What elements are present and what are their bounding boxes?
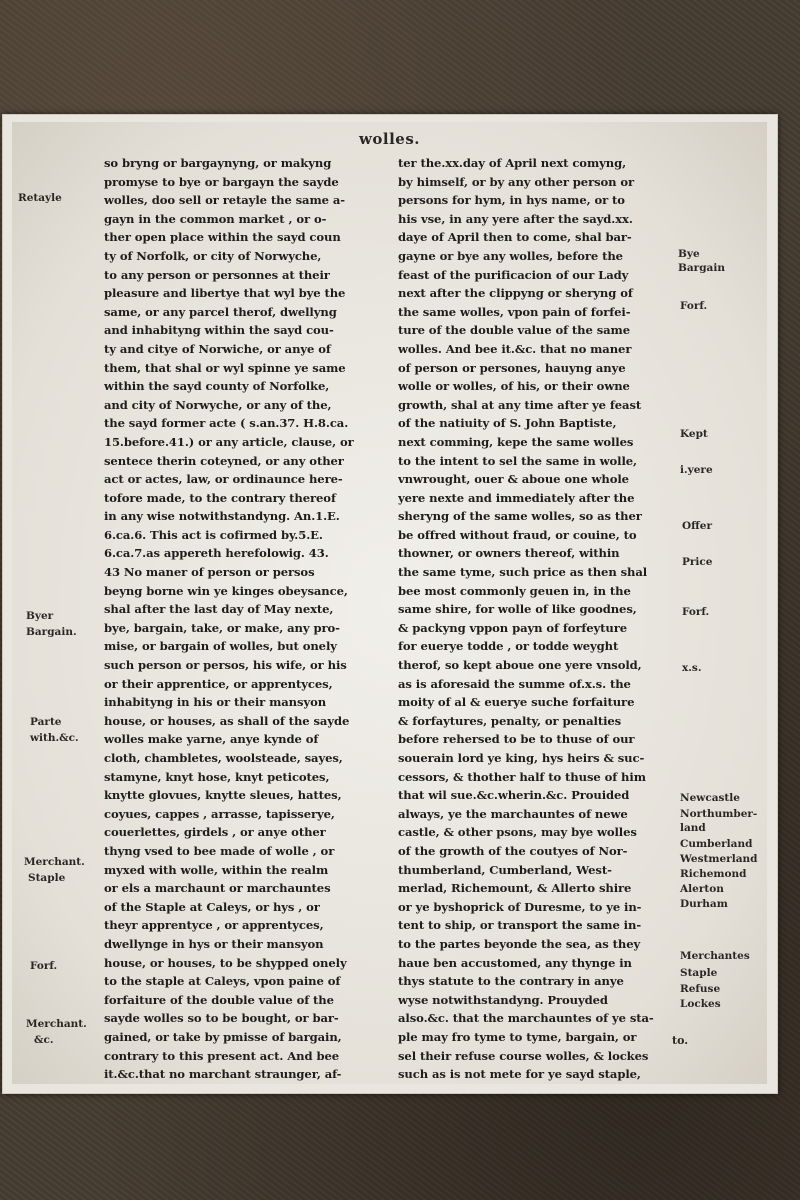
printed-page bbox=[12, 122, 767, 1084]
right-column-line: vnwrought, ouer & aboue one whole bbox=[398, 472, 629, 487]
right-column-line: tent to ship, or transport the same in- bbox=[398, 918, 642, 933]
right-column-line: thowner, or owners thereof, within bbox=[398, 546, 620, 561]
right-column-line: to the partes beyonde the sea, as they bbox=[398, 936, 641, 951]
left-column-line: or their apprentice, or apprentyces, bbox=[104, 676, 333, 691]
margin-note-merchant: Merchant. bbox=[24, 856, 85, 868]
left-column-line: dwellynge in hys or their mansyon bbox=[104, 936, 324, 951]
margin-note-merchant-2: Merchant. bbox=[26, 1018, 87, 1030]
left-column-line: 6.ca.6. This act is cofirmed by.5.E. bbox=[104, 527, 323, 542]
left-column-line: myxed with wolle, within the realm bbox=[104, 862, 329, 877]
left-column-line: thyng vsed to bee made of wolle , or bbox=[104, 843, 335, 858]
left-column-line: same, or any parcel therof, dwellyng bbox=[104, 304, 337, 319]
left-column-line: or els a marchaunt or marchauntes bbox=[104, 881, 331, 896]
right-column-line: moity of al & euerye suche forfaiture bbox=[398, 695, 635, 710]
left-column-line: them, that shal or wyl spinne ye same bbox=[104, 360, 346, 375]
left-column-line: house, or houses, as shall of the sayde bbox=[104, 713, 350, 728]
right-column-line: & forfaytures, penalty, or penalties bbox=[398, 713, 622, 728]
right-column-line: yere nexte and immediately after the bbox=[398, 490, 635, 505]
left-column-line: of the Staple at Caleys, or hys , or bbox=[104, 899, 320, 914]
right-column-line: & packyng vppon payn of forfeyture bbox=[398, 620, 628, 635]
right-column-line: sheryng of the same wolles, so as ther bbox=[398, 509, 642, 524]
margin-note-richemond: Richemond bbox=[680, 868, 747, 880]
right-column-line: the same tyme, such price as then shal bbox=[398, 565, 648, 580]
left-column bbox=[104, 154, 390, 1084]
left-column-line: contrary to this present act. And bee bbox=[104, 1048, 339, 1063]
right-column-line: persons for hym, in hys name, or to bbox=[398, 193, 625, 208]
right-column-line: thys statute to the contrary in anye bbox=[398, 974, 624, 989]
left-column-line: gayn in the common market , or o- bbox=[104, 211, 327, 226]
left-column-line: sentece therin coteyned, or any other bbox=[104, 453, 344, 468]
right-column-line: ple may fro tyme to tyme, bargain, or bbox=[398, 1029, 637, 1044]
left-column-line: in any wise notwithstandyng. An.1.E. bbox=[104, 509, 340, 524]
left-column-line: coyues, cappes , arrasse, tapisserye, bbox=[104, 806, 335, 821]
left-column-line: such person or persos, his wife, or his bbox=[104, 658, 347, 673]
left-column-line: so bryng or bargaynyng, or makyng bbox=[104, 156, 332, 170]
left-column-line: shal after the last day of May nexte, bbox=[104, 602, 334, 617]
margin-note-cumberland: Cumberland bbox=[680, 838, 753, 850]
right-column-line: to the intent to sel the same in wolle, bbox=[398, 453, 637, 468]
right-column-line: ture of the double value of the same bbox=[398, 323, 630, 338]
margin-note-staple-r: Staple bbox=[680, 967, 718, 979]
left-column-line: beyng borne win ye kinges obeysance, bbox=[104, 583, 348, 598]
margin-note-etc: &c. bbox=[34, 1034, 54, 1046]
margin-note-land: land bbox=[680, 822, 706, 834]
right-column-line: of the growth of the coutyes of Nor- bbox=[398, 843, 628, 858]
left-column-line: to any person or personnes at their bbox=[104, 267, 330, 282]
left-column-line: mise, or bargain of wolles, but onely bbox=[104, 639, 337, 654]
margin-note-forf: Forf. bbox=[30, 960, 58, 972]
margin-note-durham: Durham bbox=[680, 898, 728, 910]
left-column-line: act or actes, law, or ordinaunce here- bbox=[104, 472, 343, 487]
left-column-line: ty of Norfolk, or city of Norwyche, bbox=[104, 248, 322, 263]
right-column-line: before rehersed to be to thuse of our bbox=[398, 732, 635, 747]
margin-note-staple: Staple bbox=[28, 872, 66, 884]
left-column-line: stamyne, knyt hose, knyt peticotes, bbox=[104, 769, 330, 784]
margin-note-bargain-r: Bargain bbox=[678, 262, 725, 274]
margin-note-with: with.&c. bbox=[30, 732, 79, 744]
right-column-line: sel their refuse course wolles, & lockes bbox=[398, 1048, 649, 1063]
right-column-line: that wil sue.&c.wherin.&c. Prouided bbox=[398, 788, 630, 803]
margin-note-forf-r: Forf. bbox=[680, 300, 708, 312]
right-column-line: next after the clippyng or sheryng of bbox=[398, 286, 633, 301]
margin-note-yere: i.yere bbox=[680, 464, 713, 476]
right-column-line: same shire, for wolle of like goodnes, bbox=[398, 602, 637, 617]
margin-note-forf-r2: Forf. bbox=[682, 606, 710, 618]
margin-note-newcastle: Newcastle bbox=[680, 792, 740, 804]
margin-note-alerton: Alerton bbox=[680, 883, 724, 895]
left-column-line: forfaiture of the double value of the bbox=[104, 992, 334, 1007]
right-column-line: his vse, in any yere after the sayd.xx. bbox=[398, 211, 633, 226]
right-column-line: be offred without fraud, or couine, to bbox=[398, 527, 637, 542]
right-column-line: by himself, or by any other person or bbox=[398, 174, 635, 189]
left-column-line: the sayd former acte ( s.an.37. H.8.ca. bbox=[104, 416, 349, 431]
right-column-line: the same wolles, vpon pain of forfei- bbox=[398, 304, 631, 319]
left-column-line: cloth, chambletes, woolsteade, sayes, bbox=[104, 751, 343, 765]
right-column-line: feast of the purificacion of our Lady bbox=[398, 267, 629, 282]
right-column-line: or ye byshoprick of Duresme, to ye in- bbox=[398, 899, 642, 914]
right-column-line: cessors, & thother half to thuse of him bbox=[398, 769, 646, 784]
left-column-line: to the staple at Caleys, vpon paine of bbox=[104, 974, 341, 989]
left-column-line: ther open place within the sayd coun bbox=[104, 230, 341, 245]
left-column-line: 15.before.41.) or any article, clause, or bbox=[104, 434, 354, 449]
right-column-line: wolles. And bee it.&c. that no maner bbox=[398, 341, 632, 356]
margin-note-kept: Kept bbox=[680, 428, 708, 440]
left-column-line: tofore made, to the contrary thereof bbox=[104, 490, 336, 505]
left-column-line: promyse to bye or bargayn the sayde bbox=[104, 174, 339, 189]
right-column-line: also.&c. that the marchauntes of ye sta- bbox=[398, 1011, 654, 1026]
right-column-line: wolle or wolles, of his, or their owne bbox=[398, 379, 630, 394]
margin-note-bargain: Bargain. bbox=[26, 626, 77, 638]
right-column-line: castle, & other psons, may bye wolles bbox=[398, 825, 637, 840]
margin-note-northumberland: Northumber- bbox=[680, 808, 758, 820]
right-column-line: such as is not mete for ye sayd staple, bbox=[398, 1067, 641, 1082]
right-column-line: wyse notwithstandyng. Prouyded bbox=[398, 992, 608, 1007]
left-column-line: 43 No maner of person or persos bbox=[104, 565, 315, 580]
right-column-line: therof, so kept aboue one yere vnsold, bbox=[398, 658, 642, 673]
left-column-line: within the sayd county of Norfolke, bbox=[104, 379, 330, 394]
right-column-line: always, ye the marchauntes of newe bbox=[398, 806, 628, 821]
left-column-line: ty and citye of Norwiche, or anye of bbox=[104, 341, 331, 356]
left-column-line: wolles, doo sell or retayle the same a- bbox=[104, 193, 345, 208]
left-column-line: and inhabityng within the sayd cou- bbox=[104, 323, 334, 338]
margin-note-xs: x.s. bbox=[682, 662, 702, 674]
left-column-line: theyr apprentyce , or apprentyces, bbox=[104, 918, 324, 933]
left-column-line: bye, bargain, take, or make, any pro- bbox=[104, 620, 340, 635]
right-column-line: of the natiuity of S. John Baptiste, bbox=[398, 416, 617, 431]
right-column-line: bee most commonly geuen in, in the bbox=[398, 583, 631, 598]
left-column-line: wolles make yarne, anye kynde of bbox=[104, 732, 319, 747]
left-column-line: couerlettes, girdels , or anye other bbox=[104, 825, 326, 840]
left-column-line: gained, or take by pmisse of bargain, bbox=[104, 1029, 342, 1044]
margin-note-lockes: Lockes bbox=[680, 998, 721, 1010]
left-column-line: sayde wolles so to be bought, or bar- bbox=[104, 1011, 339, 1026]
right-column-line: as is aforesaid the summe of.x.s. the bbox=[398, 676, 631, 691]
left-column-line: and city of Norwyche, or any of the, bbox=[104, 397, 332, 412]
page-signature: to. bbox=[672, 1034, 689, 1047]
right-column-line: next comming, kepe the same wolles bbox=[398, 434, 634, 449]
margin-note-byer: Byer bbox=[26, 610, 54, 622]
right-column-line: growth, shal at any time after ye feast bbox=[398, 397, 642, 412]
margin-note-bye: Bye bbox=[678, 248, 700, 260]
margin-note-refuse: Refuse bbox=[680, 983, 721, 995]
left-column-line: house, or houses, to be shypped onely bbox=[104, 955, 347, 970]
margin-note-price: Price bbox=[682, 556, 713, 568]
right-column bbox=[398, 154, 688, 1084]
margin-note-parte: Parte bbox=[30, 716, 62, 728]
left-column-line: knytte glovues, knytte sleues, hattes, bbox=[104, 788, 342, 803]
right-column-line: daye of April then to come, shal bar- bbox=[398, 230, 632, 245]
right-column-line: thumberland, Cumberland, West- bbox=[398, 862, 612, 877]
right-column-line: merlad, Richemount, & Allerto shire bbox=[398, 881, 632, 896]
margin-note-merchantes: Merchantes bbox=[680, 950, 750, 962]
left-column-line: it.&c.that no marchant straunger, af- bbox=[104, 1067, 342, 1082]
right-column-line: for euerye todde , or todde weyght bbox=[398, 639, 619, 654]
right-column-line: of person or persones, hauyng anye bbox=[398, 360, 626, 375]
left-column-line: 6.ca.7.as appereth herefolowig. 43. bbox=[104, 546, 329, 561]
margin-note-retayle: Retayle bbox=[18, 192, 62, 204]
right-column-line: haue ben accustomed, any thynge in bbox=[398, 955, 632, 970]
margin-note-westmerland: Westmerland bbox=[680, 853, 758, 865]
page-headline: wolles. bbox=[358, 130, 421, 148]
right-column-line: ter the.xx.day of April next comyng, bbox=[398, 156, 627, 170]
right-column-line: gayne or bye any wolles, before the bbox=[398, 248, 623, 263]
left-column-line: inhabityng in his or their mansyon bbox=[104, 695, 327, 710]
left-column-line: pleasure and libertye that wyl bye the bbox=[104, 286, 346, 301]
right-column-line: souerain lord ye king, hys heirs & suc- bbox=[398, 751, 645, 765]
margin-note-offer: Offer bbox=[682, 520, 712, 532]
